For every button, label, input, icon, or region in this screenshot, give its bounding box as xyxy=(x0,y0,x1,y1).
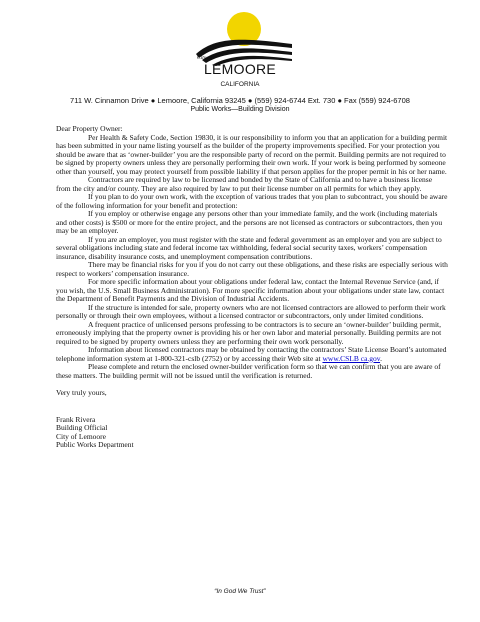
paragraph: A frequent practice of unlicensed persons professing to be contractors is to secure an ‘owner-builder’ building permit, erroneously implying that the property owner is providing his or her own labor and material personally. Building permits are not required to be signed by property owners unless they are performing their own work personally. xyxy=(56,319,442,346)
paragraph: For more specific information about your obligations under federal law, contact the Internal Revenue Service (and, if you wish, the U.S. Small Business Administration). For more specific information about your obligations under state law, contact the Department of Benefit Payments and the Division of Industrial Accidents. xyxy=(56,277,445,303)
paragraph: Contractors are required by law to be licensed and bonded by the State of California and to have a business license from the city and/or county. They are also required by law to put their license number on all permits for which they apply. xyxy=(56,175,433,193)
paragraph: Please complete and return the enclosed owner-builder verification form so that we can confirm that you are aware of these matters. The building permit will not be issued until the verification is returned. xyxy=(56,362,441,380)
salutation: Dear Property Owner: xyxy=(56,124,123,133)
state-name: CALIFORNIA xyxy=(220,81,260,88)
city-of-label: City of xyxy=(197,55,212,61)
address-line: 711 W. Cinnamon Drive ● Lemoore, California 93245 ● (559) 924-6744 Ext. 730 ● Fax (559) 924-6708 xyxy=(70,96,410,105)
paragraph: Per Health & Safety Code, Section 19830, it is our responsibility to inform you that an application for a building permit has been submitted in your name listing yourself as the builder of the property improvements specified. For your protection you should be aware that as ‘owner-builder’ you are the responsible party of record on the permit. Building permits are not required to be signed by property owners unless they are personally performing their own work. If your work is being performed by someone other than yourself, you may protect yourself from possible liability if that person applies for the proper permit in his or her name. xyxy=(56,132,448,176)
paragraph-text: Information about licensed contractors may be obtained by contacting the contractors’ State License Board’s automated telephone information system at 1-800-321-cslb (2752) or by accessing their Web site at xyxy=(56,345,447,363)
signature-org: City of Lemoore xyxy=(56,431,106,441)
letter-body xyxy=(56,125,448,450)
paragraph: There may be financial risks for you if you do not carry out these obligations, and these risks are especially serious with respect to workers’ compensation insurance. xyxy=(56,260,448,278)
department-line: Public Works—Building Division xyxy=(190,106,290,113)
paragraph: If the structure is intended for sale, property owners who are not licensed contractors are allowed to perform their work personally or through their own employees, without a licensed contractor or subcontractors, only under limited conditions. xyxy=(56,302,446,320)
cslb-website-link[interactable]: www.CSLB ca.gov xyxy=(322,353,381,363)
signature-dept: Public Works Department xyxy=(56,440,134,449)
paragraph xyxy=(56,346,448,363)
signature-name: Frank Rivera xyxy=(56,414,96,424)
paragraph: If you are an employer, you must register with the state and federal government as an employer and you are subject to several obligations including state and federal income tax withholding, federal social security taxes, workers’ compensation insurance, disability insurance costs, and unemployment compensation contributions. xyxy=(56,234,442,261)
paragraph: If you plan to do your own work, with the exception of various trades that you plan to subcontract, you should be aware of the following information for your benefit and protection: xyxy=(56,192,448,210)
period: . xyxy=(380,353,382,363)
city-name: LEMOORE xyxy=(203,61,277,77)
paragraph: If you employ or otherwise engage any persons other than your immediate family, and the work (including materials and other costs) is $500 or more for the entire project, and the persons are not licensed as contractors or subcontractors, then you may be an employer. xyxy=(56,209,443,235)
closing: Very truly yours, xyxy=(56,388,107,397)
signature-title: Building Official xyxy=(56,423,108,432)
footer-motto: “In God We Trust” xyxy=(214,588,266,595)
